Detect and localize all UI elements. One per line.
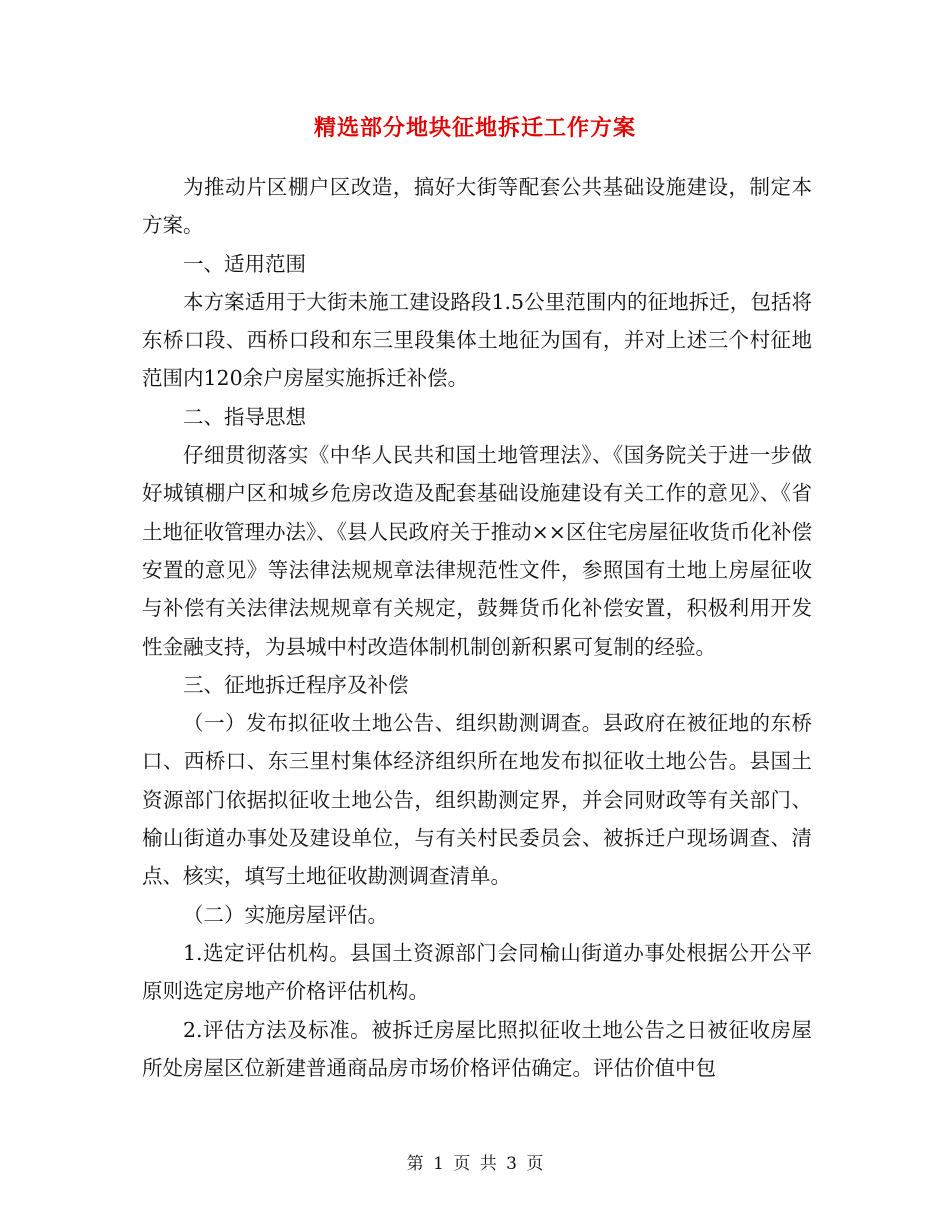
paragraph-intro: 为推动片区棚户区改造，搞好大街等配套公共基础设施建设，制定本方案。 <box>142 175 812 238</box>
paragraph-scope: 本方案适用于大街未施工建设路段1.5公里范围内的征地拆迁，包括将东桥口段、西桥口段和东三里段集体土地征为国有，并对上述三个村征地范围内120余户房屋实施拆迁补偿。 <box>142 289 812 391</box>
page-number-footer: 第 1 页 共 3 页 <box>406 1154 544 1174</box>
paragraph-valuation-method: 2.评估方法及标准。被拆迁房屋比照拟征收土地公告之日被征收房屋所处房屋区位新建普通商品房市场价格评估确定。评估价值中包 <box>142 1017 812 1080</box>
paragraph-valuation-heading: （二）实施房屋评估。 <box>183 902 388 927</box>
section-heading-guidance: 二、指导思想 <box>183 404 306 429</box>
paragraph-announcement: （一）发布拟征收土地公告、组织勘测调查。县政府在被征地的东桥口、西桥口、东三里村集体经济组织所在地发布拟征收土地公告。县国土资源部门依据拟征收土地公告，组织勘测定界，并会同财政等有关部门、榆山街道办事处及建设单位，与有关村民委员会、被拆迁户现场调查、清点、核实，填写土地征收勘测调查清单。 <box>142 711 812 889</box>
paragraph-guidance: 仔细贯彻落实《中华人民共和国土地管理法》、《国务院关于进一步做好城镇棚户区和城乡危房改造及配套基础设施建设有关工作的意见》、《省土地征收管理办法》、《县人民政府关于推动××区住宅房屋征收货币化补偿安置的意见》等法律法规规章法律规范性文件，参照国有土地上房屋征收与补偿有关法律法规规章有关规定，鼓舞货币化补偿安置，积极利用开发性金融支持，为县城中村改造体制机制创新积累可复制的经验。 <box>142 443 812 659</box>
document-body <box>142 168 812 1087</box>
section-heading-scope: 一、适用范围 <box>183 251 306 276</box>
section-heading-procedure: 三、征地拆迁程序及补偿 <box>183 672 409 697</box>
paragraph-select-agency: 1.选定评估机构。县国土资源部门会同榆山街道办事处根据公开公平原则选定房地产价格评估机构。 <box>142 940 812 1004</box>
document-title: 精选部分地块征地拆迁工作方案 <box>313 115 636 141</box>
